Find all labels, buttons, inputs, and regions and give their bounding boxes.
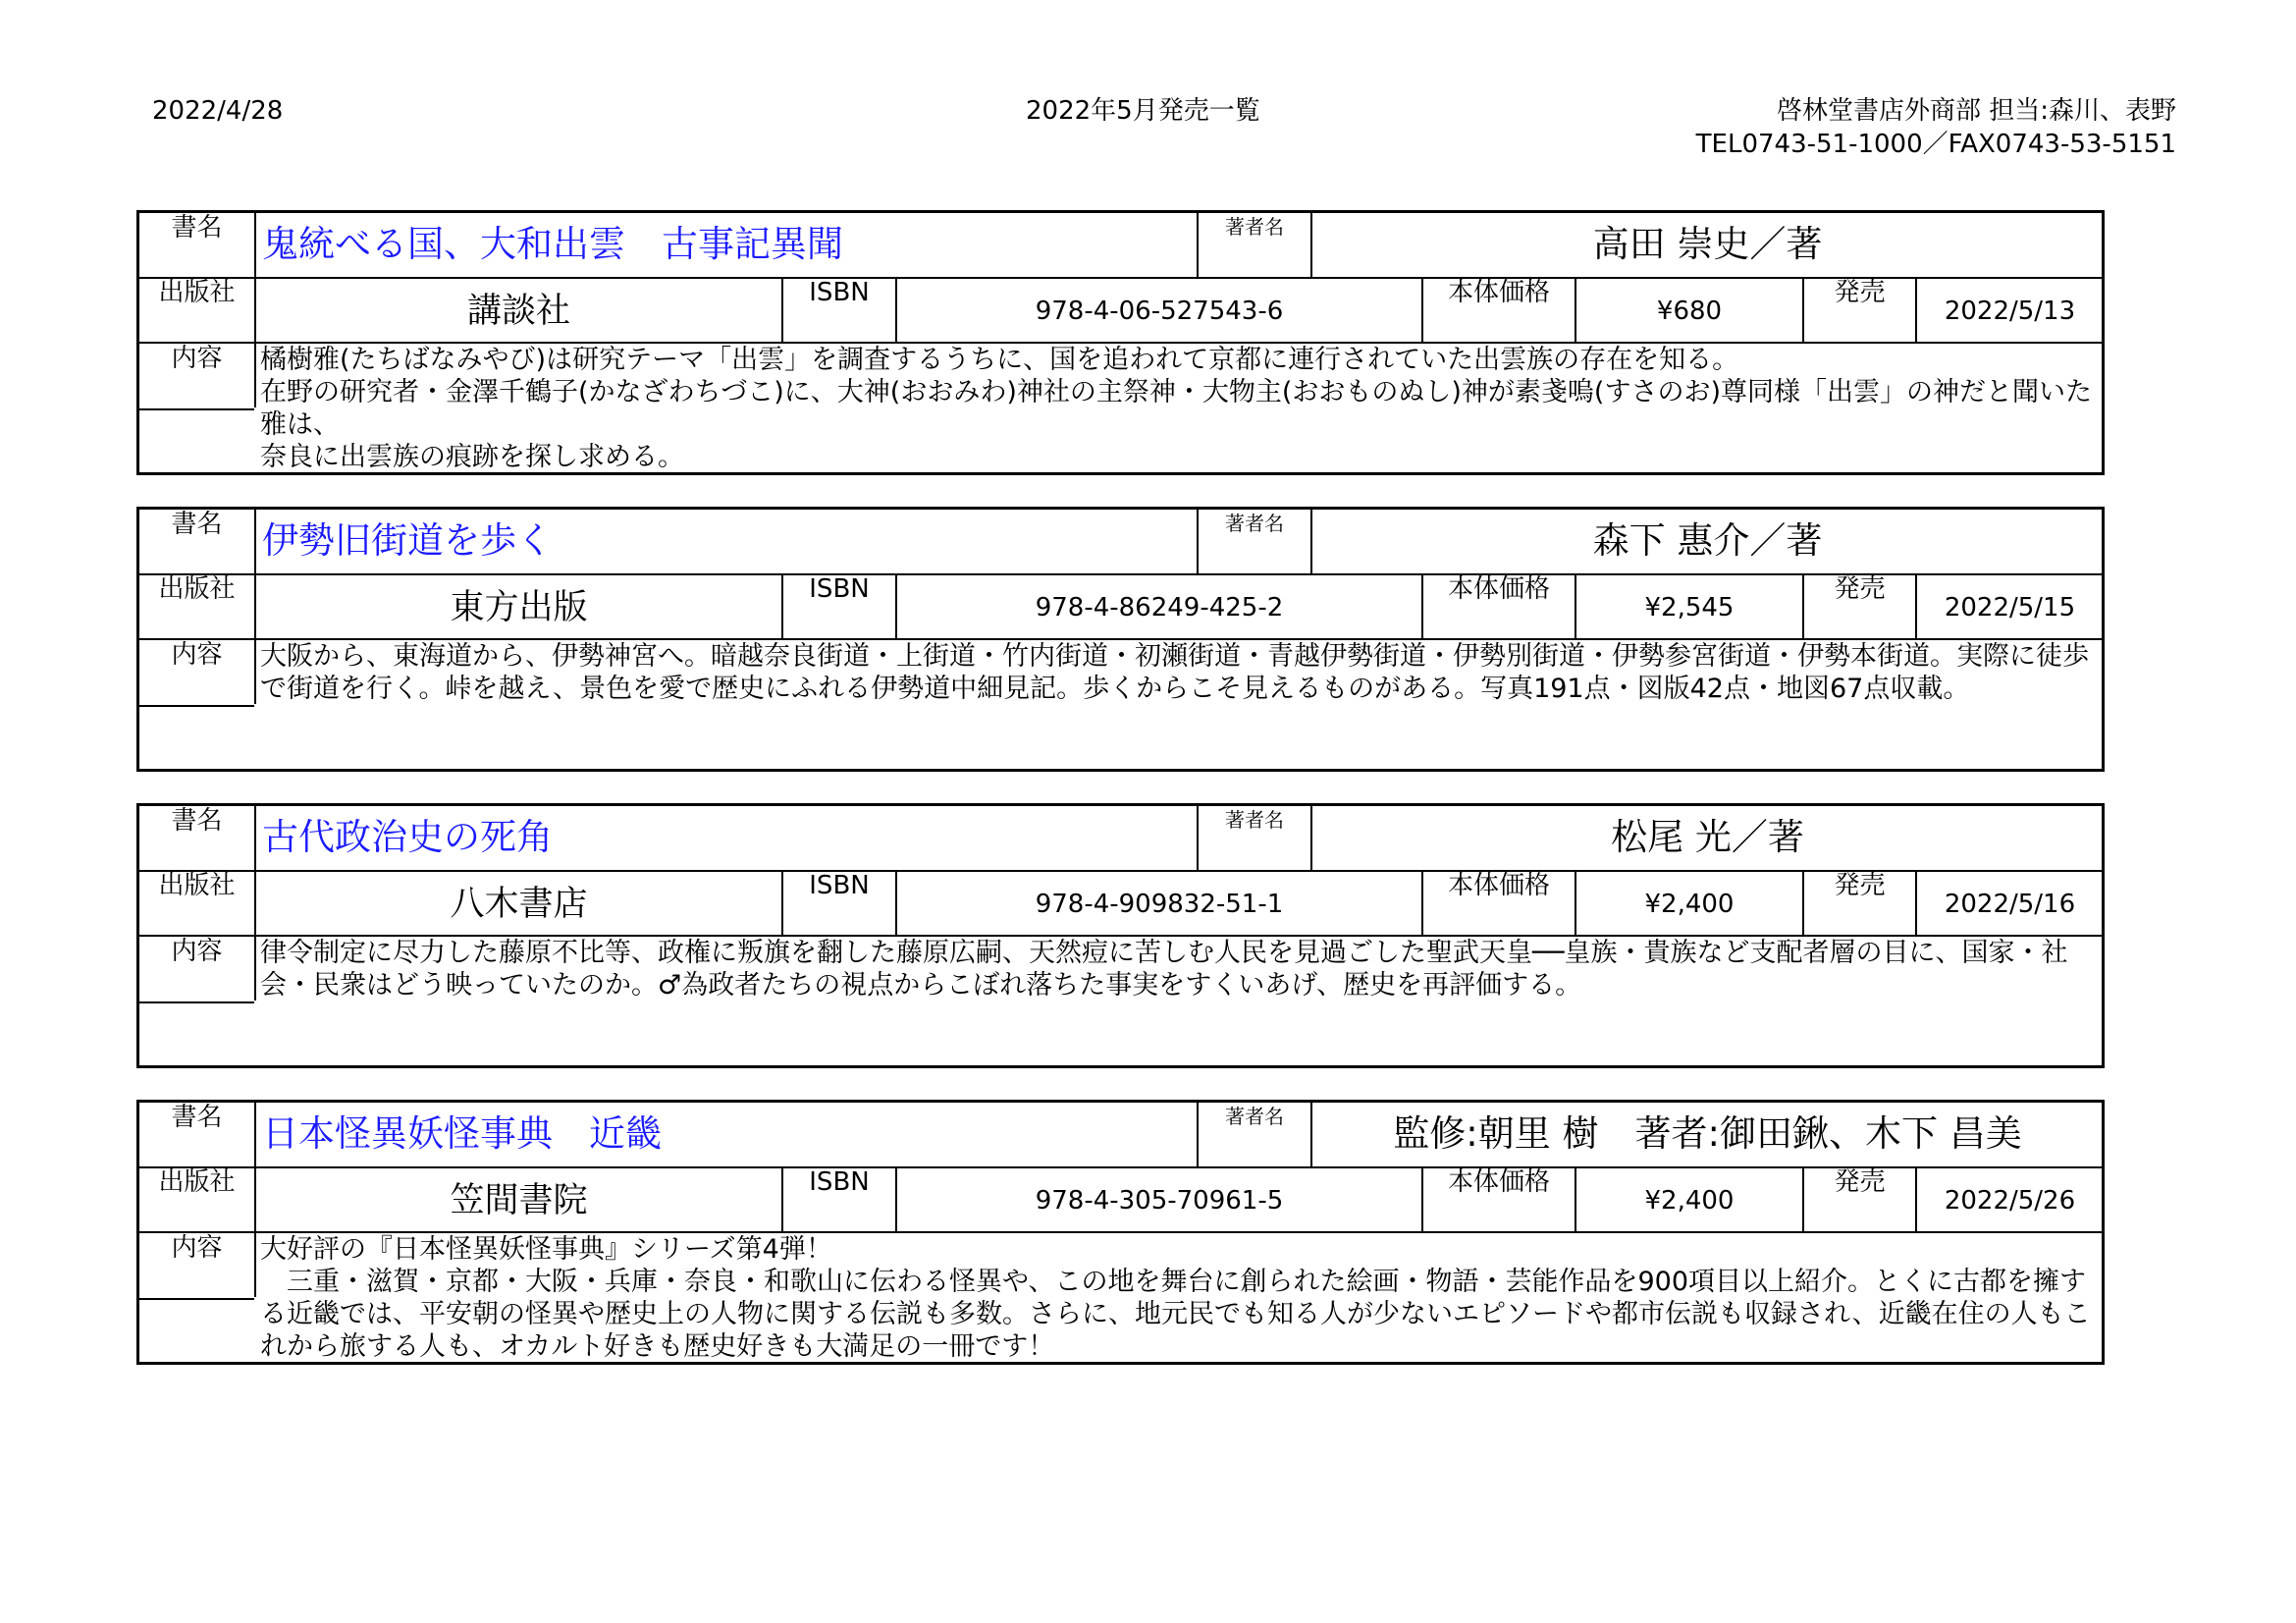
book-title: 古代政治史の死角 xyxy=(262,816,553,858)
document-date: 2022/4/28 xyxy=(152,96,284,126)
book-release-date: 2022/5/15 xyxy=(1944,593,2076,622)
isbn-label: ISBN xyxy=(809,278,870,307)
book-description: 律令制定に尽力した藤原不比等、政権に叛旗を翻した藤原広嗣、天然痘に苦しむ人民を見過ごした聖武天皇──皇族・貴族など支配者層の目に、国家・社会・民衆はどう映っていたのか。♂為政者たちの視点からこぼれ落ちた事実をすくいあげ、歴史を再評価する。 xyxy=(260,938,2068,1001)
book-isbn: 978-4-06-527543-6 xyxy=(1035,297,1284,326)
title-label: 書名 xyxy=(171,1103,223,1132)
document-title: 2022年5月発売一覧 xyxy=(1026,96,1260,126)
price-label: 本体価格 xyxy=(1447,871,1550,900)
publisher-label: 出版社 xyxy=(158,1167,236,1197)
release-label: 発売 xyxy=(1834,1167,1886,1197)
title-label: 書名 xyxy=(171,806,223,836)
book-title: 伊勢旧街道を歩く xyxy=(262,519,553,562)
content-label: 内容 xyxy=(171,640,223,670)
book-description: 橘樹雅(たちばなみやび)は研究テーマ「出雲」を調査するうちに、国を追われて京都に連行されていた出雲族の存在を知る。 在野の研究者・金澤千鶴子(かなざわちづこ)に、大神(おおみわ)神社の主祭神・大物主(おおものぬし)神が素戔嗚(すさのお)尊同様「出雲」の神だと聞いた雅は、 奈良に出雲族の痕跡を探し求める。 xyxy=(260,345,2092,472)
publisher-label: 出版社 xyxy=(158,278,236,307)
publisher-label: 出版社 xyxy=(158,871,236,900)
book-price: ¥2,400 xyxy=(1644,1186,1735,1216)
book-price: ¥2,400 xyxy=(1644,890,1735,919)
book-author: 監修:朝里 樹 著者:御田鍬、木下 昌美 xyxy=(1393,1112,2022,1155)
price-label: 本体価格 xyxy=(1447,278,1550,307)
company-phone-fax: TEL0743-51-1000／FAX0743-53-5151 xyxy=(1695,130,2176,159)
book-description: 大好評の『日本怪異妖怪事典』シリーズ第4弾！ 三重・滋賀・京都・大阪・兵庫・奈良・和歌山に伝わる怪異や、この地を舞台に創られた絵画・物語・芸能作品を900項目以上紹介。とくに古都を擁する近畿では、平安朝の怪異や歴史上の人物に関する伝説も多数。さらに、地元民でも知る人が少ないエピソードや都市伝説も収録され、近畿在住の人もこれから旅する人も、オカルト好きも歴史好きも大満足の一冊です！ xyxy=(260,1234,2091,1362)
content-label: 内容 xyxy=(171,344,223,373)
book-author: 松尾 光／著 xyxy=(1611,816,1804,858)
book-release-date: 2022/5/26 xyxy=(1944,1186,2076,1216)
book-publisher: 八木書店 xyxy=(450,885,588,924)
title-label: 書名 xyxy=(171,510,223,539)
book-entry xyxy=(136,507,2105,772)
content-label: 内容 xyxy=(171,937,223,966)
publisher-label: 出版社 xyxy=(158,574,236,604)
book-entry xyxy=(136,210,2105,475)
book-entry xyxy=(136,1100,2105,1365)
book-price: ¥2,545 xyxy=(1644,593,1735,622)
book-title: 日本怪異妖怪事典 近畿 xyxy=(262,1112,662,1155)
book-entry xyxy=(136,803,2105,1068)
book-author: 森下 惠介／著 xyxy=(1592,519,1823,562)
content-label: 内容 xyxy=(171,1233,223,1263)
book-title: 鬼統べる国、大和出雲 古事記異聞 xyxy=(262,223,843,265)
release-label: 発売 xyxy=(1834,574,1886,604)
price-label: 本体価格 xyxy=(1447,1167,1550,1197)
company-contact-person: 啓林堂書店外商部 担当:森川、表野 xyxy=(1776,96,2176,126)
book-price: ¥680 xyxy=(1656,297,1723,326)
release-label: 発売 xyxy=(1834,871,1886,900)
title-label: 書名 xyxy=(171,213,223,243)
author-label: 著者名 xyxy=(1225,1105,1284,1128)
author-label: 著者名 xyxy=(1225,808,1284,832)
isbn-label: ISBN xyxy=(809,871,870,900)
release-label: 発売 xyxy=(1834,278,1886,307)
isbn-label: ISBN xyxy=(809,574,870,604)
book-isbn: 978-4-305-70961-5 xyxy=(1035,1186,1284,1216)
book-publisher: 講談社 xyxy=(466,292,570,331)
book-author: 高田 崇史／著 xyxy=(1592,223,1823,265)
book-publisher: 東方出版 xyxy=(450,588,588,627)
price-label: 本体価格 xyxy=(1447,574,1550,604)
book-publisher: 笠間書院 xyxy=(450,1181,588,1220)
isbn-label: ISBN xyxy=(809,1167,870,1197)
book-release-date: 2022/5/16 xyxy=(1944,890,2076,919)
book-isbn: 978-4-909832-51-1 xyxy=(1035,890,1284,919)
book-release-date: 2022/5/13 xyxy=(1944,297,2076,326)
author-label: 著者名 xyxy=(1225,512,1284,535)
author-label: 著者名 xyxy=(1225,215,1284,239)
book-isbn: 978-4-86249-425-2 xyxy=(1035,593,1284,622)
book-description: 大阪から、東海道から、伊勢神宮へ。暗越奈良街道・上街道・竹内街道・初瀬街道・青越伊勢街道・伊勢別街道・伊勢参宮街道・伊勢本街道。実際に徒歩で街道を行く。峠を越え、景色を愛で歴史にふれる伊勢道中細見記。歩くからこそ見えるものがある。写真191点・図版42点・地図67点収載。 xyxy=(260,641,2089,704)
